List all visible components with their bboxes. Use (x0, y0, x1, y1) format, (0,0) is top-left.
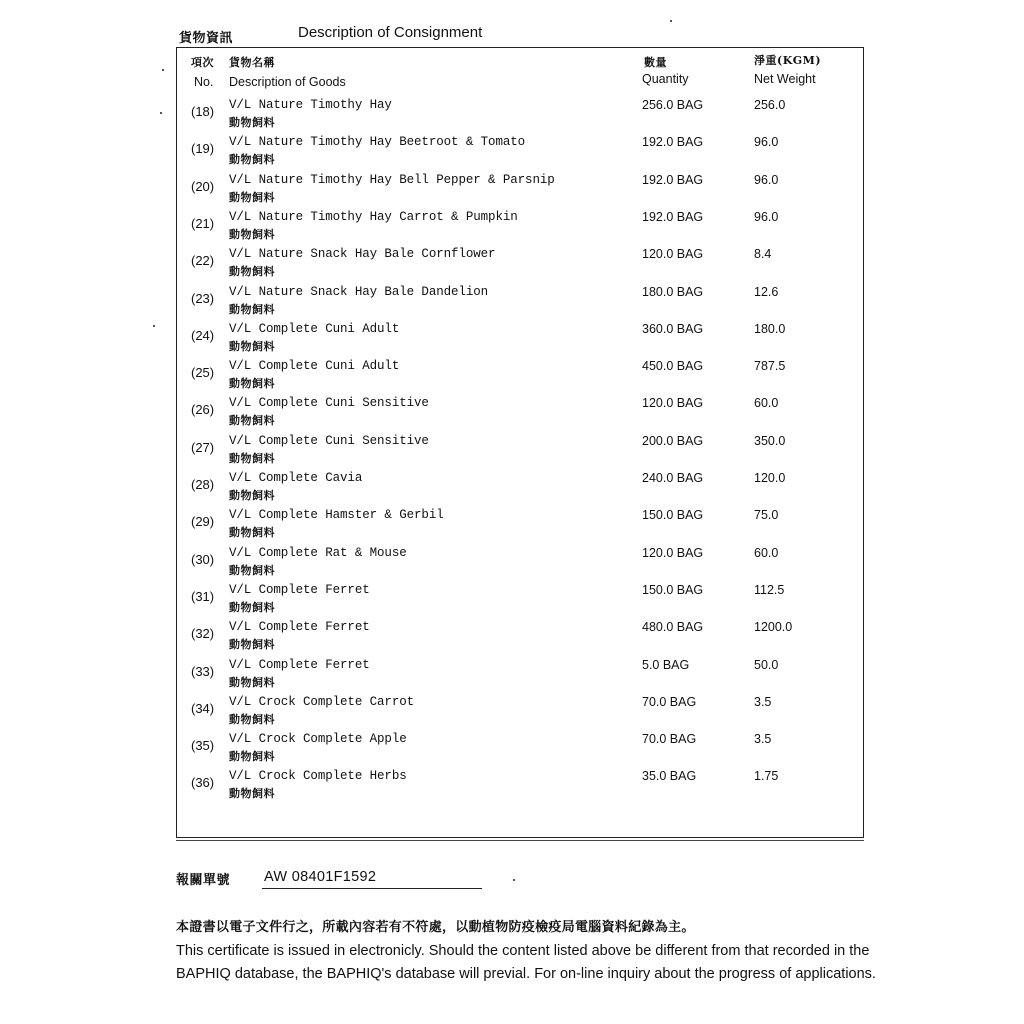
header-description-english: Description of Goods (229, 75, 346, 89)
item-description: V/L Nature Timothy Hay Beetroot & Tomato (229, 135, 526, 150)
table-row (177, 620, 865, 656)
table-row (177, 658, 865, 694)
header-no-english: No. (194, 75, 214, 89)
item-net-weight: 1200.0 (754, 620, 793, 635)
item-net-weight: 256.0 (754, 98, 786, 112)
section-title-chinese: 貨物資訊 (179, 31, 234, 46)
item-description: V/L Nature Snack Hay Bale Cornflower (229, 247, 496, 262)
item-net-weight: 3.5 (754, 694, 772, 709)
item-net-weight: 3.5 (754, 732, 772, 747)
table-bottom-rule (176, 840, 864, 841)
table-row (177, 434, 865, 470)
item-quantity: 450.0 BAG (642, 359, 704, 374)
item-quantity: 192.0 BAG (642, 172, 704, 187)
item-description: V/L Complete Ferret (229, 582, 370, 597)
item-number: (31) (191, 588, 215, 604)
item-description-chinese: 動物飼料 (229, 190, 275, 204)
item-description: V/L Complete Ferret (229, 657, 370, 672)
item-description: V/L Nature Snack Hay Bale Dandelion (229, 284, 489, 299)
item-quantity: 70.0 BAG (642, 732, 697, 747)
item-quantity: 35.0 BAG (642, 769, 697, 784)
item-description-chinese: 動物飼料 (229, 787, 275, 801)
table-row (177, 98, 865, 134)
item-description: V/L Complete Ferret (229, 620, 370, 635)
item-number: (32) (191, 626, 215, 642)
goods-table (176, 47, 864, 838)
item-quantity: 150.0 BAG (642, 582, 704, 597)
item-number: (24) (191, 327, 215, 343)
item-number: (21) (191, 215, 215, 231)
item-number: (28) (191, 477, 215, 492)
header-no-chinese: 項次 (191, 56, 214, 69)
item-quantity: 70.0 BAG (642, 694, 697, 709)
table-row (177, 396, 865, 432)
table-row (177, 732, 865, 768)
item-number: (35) (191, 738, 215, 754)
item-number: (29) (191, 514, 215, 530)
item-net-weight: 120.0 (754, 471, 786, 485)
item-description: V/L Nature Timothy Hay Bell Pepper & Parsnip (229, 172, 555, 187)
item-number: (36) (191, 775, 215, 791)
item-description: V/L Complete Cuni Adult (229, 359, 400, 374)
item-description: V/L Complete Rat & Mouse (229, 545, 407, 560)
item-quantity: 150.0 BAG (642, 508, 704, 523)
item-description-chinese: 動物飼料 (229, 750, 275, 764)
item-description-chinese: 動物飼料 (229, 414, 275, 428)
item-number: (33) (191, 663, 215, 679)
item-quantity: 5.0 BAG (642, 657, 690, 672)
item-quantity: 480.0 BAG (642, 620, 704, 635)
item-net-weight: 96.0 (754, 172, 779, 187)
item-quantity: 360.0 BAG (642, 321, 704, 336)
item-quantity: 120.0 BAG (642, 247, 704, 262)
table-row (177, 508, 865, 544)
table-row (177, 769, 865, 805)
header-weight-english: Net Weight (754, 72, 816, 86)
header-description-chinese: 貨物名稱 (229, 56, 275, 69)
item-net-weight: 787.5 (754, 359, 786, 374)
item-net-weight: 1.75 (754, 769, 779, 784)
header-quantity-chinese: 數量 (644, 56, 667, 69)
item-number: (18) (191, 104, 215, 119)
item-number: (34) (191, 700, 215, 716)
item-description: V/L Nature Timothy Hay (229, 98, 392, 112)
item-description: V/L Complete Cuni Sensitive (229, 396, 429, 411)
scan-speck (160, 112, 162, 114)
item-quantity: 240.0 BAG (642, 471, 704, 485)
item-net-weight: 96.0 (754, 135, 779, 150)
item-quantity: 256.0 BAG (642, 98, 704, 112)
item-number: (22) (191, 253, 215, 269)
table-row (177, 210, 865, 246)
table-row (177, 322, 865, 358)
item-description: V/L Nature Timothy Hay Carrot & Pumpkin (229, 209, 518, 224)
item-net-weight: 8.4 (754, 247, 772, 262)
item-description: V/L Complete Cuni Sensitive (229, 433, 429, 448)
item-description-chinese: 動物飼料 (229, 526, 275, 540)
item-quantity: 200.0 BAG (642, 433, 704, 448)
item-quantity: 180.0 BAG (642, 284, 704, 299)
table-row (177, 471, 865, 507)
table-row (177, 546, 865, 582)
table-row (177, 695, 865, 731)
item-description-chinese: 動物飼料 (229, 227, 275, 241)
table-row (177, 359, 865, 395)
item-net-weight: 96.0 (754, 209, 779, 224)
item-number: (25) (191, 365, 215, 381)
item-number: (27) (191, 439, 215, 455)
item-description-chinese: 動物飼料 (229, 377, 275, 391)
item-net-weight: 50.0 (754, 657, 779, 672)
section-title-english: Description of Consignment (298, 24, 483, 41)
item-description-chinese: 動物飼料 (229, 489, 275, 502)
item-description-chinese: 動物飼料 (229, 116, 275, 129)
item-description-chinese: 動物飼料 (229, 339, 275, 353)
notice-chinese: 本證書以電子文件行之，所載內容若有不符處，以動植物防疫檢疫局電腦資料紀錄為主。 (176, 920, 695, 935)
item-description-chinese: 動物飼料 (229, 451, 275, 465)
item-number: (26) (191, 402, 215, 418)
item-description-chinese: 動物飼料 (229, 600, 275, 614)
item-number: (30) (191, 551, 215, 567)
customs-declaration-number: AW 08401F1592 (264, 869, 377, 885)
table-row (177, 583, 865, 619)
customs-declaration-label: 報關單號 (176, 873, 231, 888)
notice-english: This certificate is issued in electronicly. Should the content listed above be different from that recorded in the BAPHIQ database, the BAPHIQ's database will previal. For on-line inquiry about the progress of applications. (176, 943, 876, 982)
item-number: (19) (191, 141, 215, 157)
table-row (177, 247, 865, 283)
item-net-weight: 60.0 (754, 396, 779, 411)
item-description-chinese: 動物飼料 (229, 265, 275, 279)
item-quantity: 120.0 BAG (642, 396, 704, 411)
item-description: V/L Complete Cavia (229, 471, 363, 485)
table-row (177, 285, 865, 321)
item-description: V/L Complete Cuni Adult (229, 321, 400, 336)
item-net-weight: 12.6 (754, 284, 779, 299)
item-description: V/L Crock Complete Carrot (229, 694, 415, 709)
scan-speck (153, 325, 155, 327)
item-net-weight: 75.0 (754, 508, 779, 523)
item-quantity: 120.0 BAG (642, 545, 704, 560)
item-number: (23) (191, 290, 215, 306)
item-net-weight: 60.0 (754, 545, 779, 560)
scan-speck (670, 20, 672, 22)
scan-speck (162, 69, 164, 71)
item-description: V/L Crock Complete Herbs (229, 769, 407, 784)
item-number: (20) (191, 178, 215, 194)
item-description-chinese: 動物飼料 (229, 563, 275, 577)
header-weight-chinese: 淨重(KGM) (754, 54, 822, 67)
item-description: V/L Crock Complete Apple (229, 732, 407, 747)
item-net-weight: 112.5 (754, 582, 785, 597)
item-net-weight: 350.0 (754, 433, 786, 448)
customs-number-underline (262, 888, 482, 889)
item-description-chinese: 動物飼料 (229, 638, 275, 652)
item-net-weight: 180.0 (754, 321, 786, 336)
item-description-chinese: 動物飼料 (229, 302, 275, 316)
item-description: V/L Complete Hamster & Gerbil (229, 508, 444, 523)
scan-speck (513, 879, 515, 881)
header-quantity-english: Quantity (642, 72, 689, 86)
item-quantity: 192.0 BAG (642, 209, 704, 224)
item-quantity: 192.0 BAG (642, 135, 704, 150)
item-description-chinese: 動物飼料 (229, 675, 275, 689)
table-row (177, 135, 865, 171)
item-description-chinese: 動物飼料 (229, 712, 275, 726)
item-description-chinese: 動物飼料 (229, 153, 275, 167)
table-row (177, 173, 865, 209)
